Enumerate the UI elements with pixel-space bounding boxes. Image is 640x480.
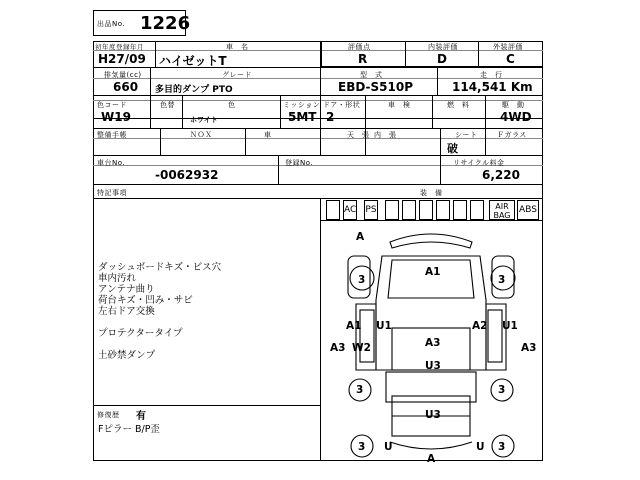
chassis-label: 車台No.	[97, 159, 126, 167]
displacement-label: 排気量(cc)	[104, 71, 142, 79]
equipment-box-ps: PS	[364, 200, 378, 220]
recycle-label: リサイクル料金	[453, 159, 505, 167]
remark-line: プロテクタータイプ	[98, 328, 183, 339]
mark-rear-bumper: A	[427, 453, 436, 465]
mark-tire-lower-right: 3	[498, 441, 506, 453]
mark-tire-front-left: 3	[358, 274, 366, 286]
mark-pillar: W2	[352, 342, 371, 354]
mark-cab-rear: A3	[425, 337, 441, 349]
equipment-box	[470, 200, 484, 220]
displacement: 660	[113, 80, 139, 94]
score-label: 評価点	[348, 43, 371, 51]
recycle-fee: 6,220	[482, 168, 520, 182]
front-glass-label: Ｆガラス	[497, 131, 527, 139]
model-label: 型 式	[360, 71, 383, 79]
equipment-box	[436, 200, 450, 220]
car-name: ハイゼットT	[159, 54, 227, 68]
fuel-label: 燃 料	[447, 101, 470, 109]
manual-label: 整備手帳	[97, 131, 127, 139]
interior-grade-label: 内装評価	[428, 43, 458, 51]
color-code: W19	[101, 110, 131, 124]
mark-rear-right: U	[476, 441, 485, 453]
mileage-label: 走 行	[480, 71, 503, 79]
equipment-label: 装 備	[420, 189, 443, 197]
lot-number: 1226	[140, 13, 191, 34]
left-door	[360, 310, 374, 362]
equipment-box-airbag: AIR BAG	[489, 200, 515, 220]
repair-label: 修復歴	[97, 411, 120, 419]
equipment-box	[419, 200, 433, 220]
mark-bed-front: U3	[425, 360, 441, 372]
car-name-label: 車 名	[226, 43, 249, 51]
equipment-box-abs: ABS	[517, 200, 539, 220]
remark-line: 左右ドア交換	[98, 306, 155, 317]
registration-label: 登録No.	[285, 159, 314, 167]
color-code-label: 色コード	[97, 101, 127, 109]
remark-line: 車内汚れ	[98, 273, 137, 284]
cargo-bed	[386, 372, 476, 402]
right-door	[488, 310, 502, 362]
mark-tire-front-right: 3	[498, 274, 506, 286]
mark-hood: A1	[425, 266, 441, 278]
equipment-box	[326, 200, 340, 220]
roof-label: 天 張	[347, 131, 370, 139]
exterior-grade: C	[506, 52, 515, 66]
mark-left-door-u: U1	[376, 320, 392, 332]
first-reg-year: H27/09	[98, 52, 146, 66]
grade-label: グレード	[222, 71, 252, 79]
mission-label: ミッション	[283, 101, 321, 109]
repair-detail: Fピラー B/P歪	[98, 424, 160, 435]
mark-right-door: A2	[472, 320, 488, 332]
drive-label: 駆 動	[502, 101, 525, 109]
remark-line: ダッシュボードキズ・ビス穴	[98, 262, 222, 273]
inspection-label: 車 検	[388, 101, 411, 109]
mileage: 114,541 Km	[452, 80, 533, 94]
grade: 多目的ダンプ PTO	[155, 85, 233, 95]
equipment-box	[385, 200, 399, 220]
mark-bed-rear: U3	[425, 409, 441, 421]
remark-line: アンテナ曲り	[98, 284, 155, 295]
repair-flag: 有	[136, 411, 146, 422]
model-code: EBD-S510P	[338, 80, 413, 94]
interior-grade: D	[437, 52, 447, 66]
doors-label: ドア・形状	[323, 101, 361, 109]
equipment-box	[402, 200, 416, 220]
lot-label: 出品No.	[97, 20, 126, 28]
seat-label: シート	[455, 131, 478, 139]
front-bumper-part	[390, 234, 472, 248]
chassis-number: -0062932	[155, 168, 219, 182]
mark-tire-rear-left: 3	[356, 384, 364, 396]
notes-label: 特記事項	[97, 189, 127, 197]
equipment-box	[453, 200, 467, 220]
mark-front-bumper: A	[356, 231, 365, 243]
seat-condition: 破	[447, 142, 458, 155]
transmission: 5MT	[288, 110, 317, 124]
mark-tire-lower-left: 3	[358, 441, 366, 453]
mark-right-door-u: U1	[502, 320, 518, 332]
drive: 4WD	[500, 110, 532, 124]
color: ホワイト	[190, 116, 218, 124]
doors: 2	[326, 110, 335, 124]
rear-bumper-part	[390, 442, 472, 449]
mark-right-side: A3	[521, 342, 537, 354]
equipment-box-ac: AC	[343, 200, 357, 220]
right-side-panel	[486, 304, 506, 370]
year-label: 初年度登録年月	[95, 43, 144, 51]
mark-rear-left: U	[384, 441, 393, 453]
nox-label: ＮＯＸ	[190, 131, 213, 139]
overall-score: R	[358, 52, 368, 66]
mark-left-door: A1	[346, 320, 362, 332]
interior-lining-label: 内 張	[374, 131, 397, 139]
remark-line: 荷台キズ・凹み・サビ	[98, 295, 193, 306]
mark-tire-rear-right: 3	[498, 384, 506, 396]
mark-left-side: A3	[330, 342, 346, 354]
color-label: 色	[228, 101, 236, 109]
cool-label: 車	[264, 131, 272, 139]
remark-line: 土砂禁ダンプ	[98, 350, 156, 361]
exterior-grade-label: 外装評価	[493, 43, 523, 51]
left-side-panel	[356, 304, 376, 370]
color-change-label: 色替	[160, 101, 175, 109]
